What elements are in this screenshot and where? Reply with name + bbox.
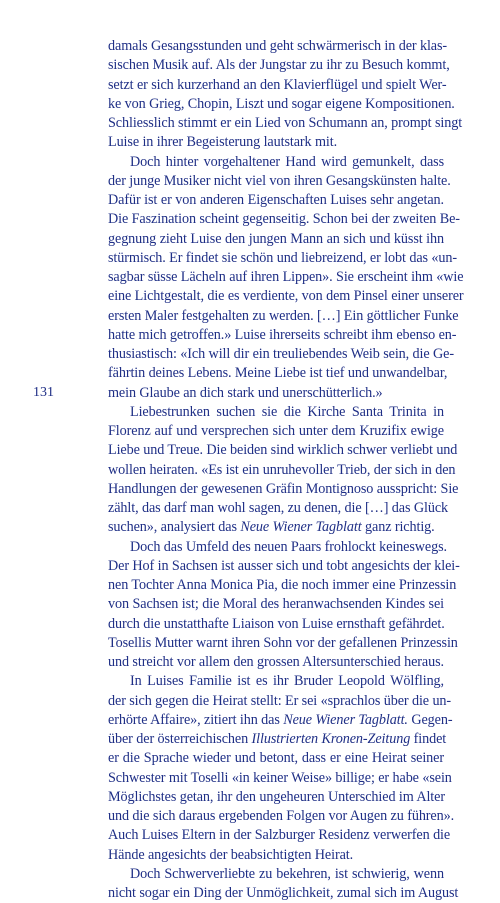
text-line-content: stürmisch. Er findet sie schön und liebreizend, er lobt das «un- bbox=[108, 249, 457, 266]
text-line-content: sischen Musik auf. Als der Jungstar zu ihr zu Besuch kommt, bbox=[108, 57, 450, 74]
text-line-content: Luise in ihrer Begeisterung lautstark mit. bbox=[108, 134, 338, 151]
text-line bbox=[108, 730, 447, 749]
text-line-content: nen Tochter Anna Monica Pia, die noch immer eine Prinzessin bbox=[108, 577, 457, 593]
text-line bbox=[108, 788, 444, 807]
text-line-content: wollen heiraten. «Es ist ein unruhevoller Trieb, der sich in den bbox=[108, 461, 456, 478]
text-line-content: Möglichstes getan, ihr den ungeheuren Unterschied im Alter bbox=[108, 788, 445, 805]
text-line bbox=[108, 538, 447, 557]
italic-title: Neue Wiener Tagblatt bbox=[240, 519, 362, 536]
text-line-content-after: findet bbox=[410, 731, 447, 747]
text-line bbox=[108, 807, 455, 826]
text-line bbox=[108, 846, 444, 865]
text-line bbox=[108, 364, 448, 383]
text-line bbox=[108, 499, 449, 518]
text-line bbox=[108, 153, 444, 172]
text-line-content: durch die unstatthafte Liaison von Luise ernsthaft gefährdet. bbox=[108, 615, 445, 632]
text-line bbox=[108, 210, 460, 229]
text-line-content: hatte mich getroffen.» Luise ihrerseits schreibt ihm ebenso en- bbox=[108, 326, 457, 343]
text-line-content: Florenz auf und versprechen sich unter dem Kruzifix ewige bbox=[108, 423, 444, 439]
text-line bbox=[108, 403, 444, 422]
text-line-content: Doch Schwerverliebte zu bekehren, ist schwierig, wenn bbox=[130, 865, 444, 882]
text-line bbox=[108, 230, 444, 249]
text-line-content: Doch das Umfeld des neuen Paars frohlockt keineswegs. bbox=[130, 538, 447, 555]
text-line-content: thusiastisch: «Ich will dir ein treuliebendes Weib sein, die Ge- bbox=[108, 346, 455, 362]
text-line bbox=[108, 595, 444, 614]
text-line-content: Hände angesichts der beabsichtigten Heirat. bbox=[108, 846, 354, 863]
text-line bbox=[108, 461, 456, 480]
text-line-content: damals Gesangsstunden und geht schwärmerisch in der klas- bbox=[108, 38, 448, 54]
text-line-content: Handlungen der gewesenen Gräfin Montignoso ausspricht: Sie bbox=[108, 480, 459, 497]
text-line-content: nicht sogar ein Ding der Unmöglichkeit, zumal sich im August bbox=[108, 885, 459, 901]
text-line-content-after: ganz richtig. bbox=[361, 519, 435, 536]
italic-title: Illustrierten Kronen-Zeitung bbox=[251, 731, 411, 747]
text-line-content: mein Glaube an dich stark und unerschütterlich.» bbox=[108, 384, 383, 401]
text-line bbox=[108, 615, 444, 634]
text-line bbox=[108, 249, 457, 268]
text-line-content: und streicht vor allem den grossen Altersunterschied heraus. bbox=[108, 654, 444, 670]
text-line-content: Schwester mit Toselli «in keiner Weise» billige; er habe «sein bbox=[108, 769, 452, 786]
text-line bbox=[108, 480, 459, 499]
text-line-content: Tosellis Mutter warnt ihren Sohn vor der gefallenen Prinzessin bbox=[108, 634, 458, 651]
text-line bbox=[108, 653, 444, 672]
italic-title: Neue Wiener Tagblatt. bbox=[283, 711, 408, 728]
text-line-content: Liebe und Treue. Die beiden sind wirklich schwer verliebt und bbox=[108, 442, 458, 459]
text-line-content: eine Lichtgestalt, die es verdiente, von dem Pinsel einer unserer bbox=[108, 288, 464, 305]
text-line bbox=[108, 518, 444, 537]
text-line bbox=[108, 826, 451, 845]
text-line bbox=[108, 345, 455, 364]
text-line-content: suchen», analysiert das bbox=[108, 519, 241, 536]
text-line bbox=[108, 884, 459, 903]
text-line bbox=[108, 711, 453, 730]
text-line-content: Schliesslich stimmt er ein Lied von Schumann an, prompt singt bbox=[108, 115, 463, 131]
text-line-content-after: Gegen- bbox=[407, 711, 453, 728]
text-line bbox=[108, 422, 444, 441]
text-line bbox=[108, 133, 444, 152]
text-line-content: Der Hof in Sachsen ist ausser sich und tobt angesichts der klei- bbox=[108, 557, 460, 574]
text-line bbox=[108, 287, 464, 306]
text-line bbox=[108, 114, 463, 133]
text-line-content: Dafür ist er von anderen Eigenschaften Luises sehr angetan. bbox=[108, 192, 444, 208]
text-line bbox=[108, 634, 458, 653]
text-line bbox=[108, 268, 464, 287]
text-line bbox=[108, 37, 448, 56]
text-line-content: In Luises Familie ist es ihr Bruder Leopold Wölfling, bbox=[130, 673, 444, 690]
text-line-content: der junge Musiker nicht viel von ihren Gesangskünsten halte. bbox=[108, 172, 451, 189]
text-line bbox=[108, 441, 458, 460]
text-line-content: setzt er sich kurzerhand an den Klavierflügel und spielt Wer- bbox=[108, 76, 447, 93]
text-line-content: Auch Luises Eltern in der Salzburger Residenz verwerfen die bbox=[108, 827, 451, 844]
text-line-content: und die sich daraus ergebenden Folgen vor Augen zu führen». bbox=[108, 808, 455, 824]
body-text bbox=[108, 37, 464, 903]
text-line bbox=[108, 384, 444, 403]
text-line bbox=[108, 95, 455, 114]
text-line bbox=[108, 76, 447, 95]
text-line bbox=[108, 692, 452, 711]
text-line bbox=[108, 749, 444, 768]
text-line-content: sagbar süsse Lächeln auf ihren Lippen». Sie erscheint ihm «wie bbox=[108, 269, 464, 285]
text-line bbox=[108, 56, 450, 75]
text-line bbox=[108, 576, 457, 595]
text-line-content: von Sachsen ist; die Moral des heranwachsenden Kindes sei bbox=[108, 596, 444, 613]
text-line-content: Liebestrunken suchen sie die Kirche Santa Trinita in bbox=[130, 403, 444, 420]
page-number: 131 bbox=[33, 385, 54, 400]
text-line-content: ke von Grieg, Chopin, Liszt und sogar eigene Kompositionen. bbox=[108, 95, 455, 112]
text-line bbox=[108, 557, 460, 576]
text-line-content: erhörte Affaire», zitiert ihn das bbox=[108, 711, 284, 728]
text-line-content: Die Faszination scheint gegenseitig. Schon bei der zweiten Be- bbox=[108, 211, 460, 228]
text-line bbox=[108, 769, 452, 788]
text-line bbox=[108, 326, 457, 345]
text-line bbox=[108, 307, 459, 326]
text-line-content: über der österreichischen bbox=[108, 731, 252, 747]
text-line-content: ersten Maler festgehalten zu werden. […] Ein göttlicher Funke bbox=[108, 307, 459, 324]
text-line bbox=[108, 672, 444, 691]
text-line-content: fährtin deines Lebens. Meine Liebe ist tief und unwandelbar, bbox=[108, 365, 448, 382]
text-line bbox=[108, 865, 444, 884]
text-line-content: er die Sprache wieder und betont, dass er eine Heirat seiner bbox=[108, 750, 444, 767]
text-line-content: Doch hinter vorgehaltener Hand wird gemunkelt, dass bbox=[130, 153, 444, 170]
text-line-content: der sich gegen die Heirat stellt: Er sei «sprachlos über die un- bbox=[108, 692, 452, 709]
text-line bbox=[108, 172, 451, 191]
text-line-content: zählt, das darf man wohl sagen, zu denen, die […] das Glück bbox=[108, 500, 449, 516]
text-line-content: gegnung zieht Luise den jungen Mann an sich und küsst ihn bbox=[108, 230, 444, 247]
text-line bbox=[108, 191, 444, 210]
